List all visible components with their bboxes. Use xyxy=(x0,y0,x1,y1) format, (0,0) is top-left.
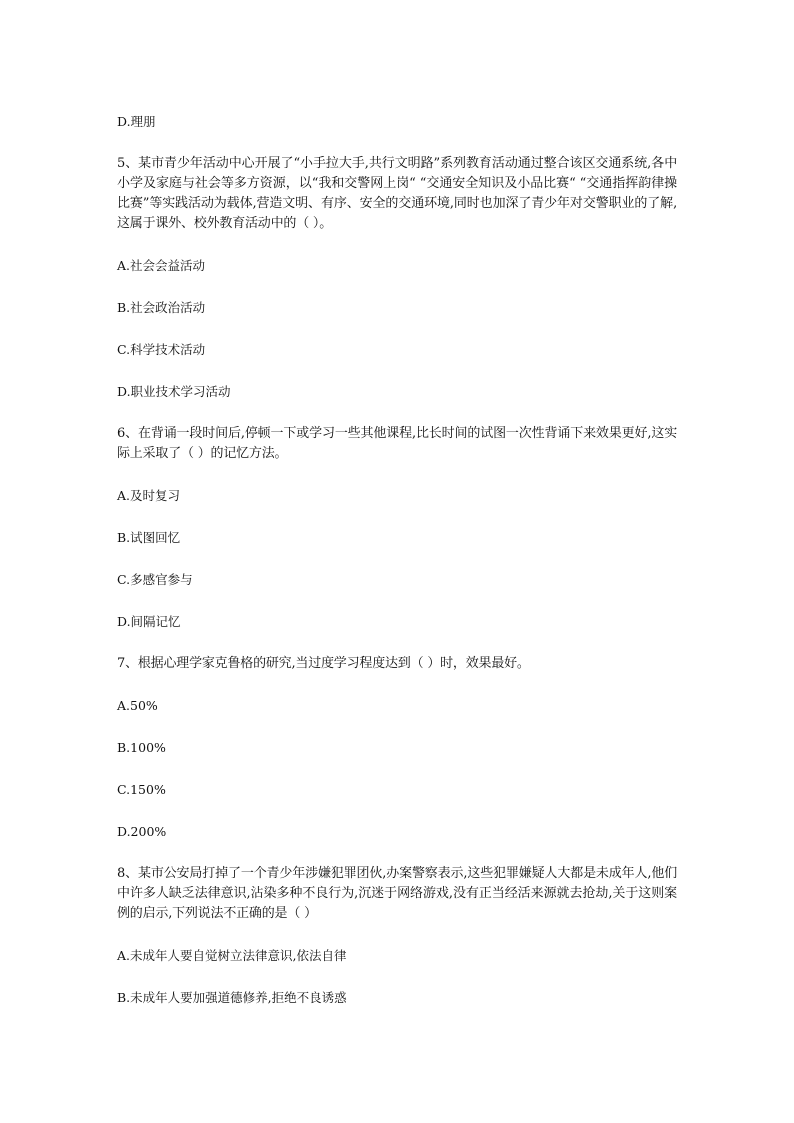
question-6 xyxy=(117,424,677,632)
option-b: B.试图回忆 xyxy=(117,530,181,545)
option-b: B.社会政治活动 xyxy=(117,300,206,315)
question-stem: 5、某市青少年活动中心开展了“小手拉大手,共行文明路”系列教育活动通过整合该区交通系统,各中小学及家庭与社会等多方资源，以“我和交警网上岗“ “交通安全知识及小品比赛“ “交通指挥韵律操比赛”等实践活动为载体,营造文明、有序、安全的交通环境,同时也加深了青少年对交警职业的了解,这属于课外、校外教育活动中的（ ）。 xyxy=(117,156,677,231)
question-stem: 8、某市公安局打掉了一个青少年涉嫌犯罪团伙,办案警察表示,这些犯罪嫌疑人大都是未成年人,他们中许多人缺乏法律意识,沾染多种不良行为,沉迷于网络游戏,没有正当经活来源就去抢劫,关于这则案例的启示,下列说法不正确的是（ ） xyxy=(117,866,677,921)
question-8 xyxy=(117,864,677,1008)
option-d: D.职业技术学习活动 xyxy=(117,384,231,399)
question-7 xyxy=(117,654,677,842)
option-c: C.科学技术活动 xyxy=(117,342,206,357)
option-d: D.间隔记忆 xyxy=(117,614,181,629)
option-c: C.多感官参与 xyxy=(117,572,193,587)
option-d: D.200% xyxy=(117,824,167,839)
document-page xyxy=(117,112,677,1030)
option-a: A.社会会益活动 xyxy=(117,258,206,273)
option-a: A.未成年人要自觉树立法律意识,依法自律 xyxy=(117,948,347,963)
option-a: A.50% xyxy=(117,698,158,713)
option-c: C.150% xyxy=(117,782,166,797)
prev-question-option-d: D.理朋 xyxy=(117,114,156,129)
question-stem: 6、在背诵一段时间后,停顿一下或学习一些其他课程,比长时间的试图一次性背诵下来效果更好,这实际上采取了（ ）的记忆方法。 xyxy=(117,426,677,461)
option-a: A.及时复习 xyxy=(117,488,181,503)
question-stem: 7、根据心理学家克鲁格的研究,当过度学习程度达到（ ）时，效果最好。 xyxy=(117,656,530,671)
option-b: B.100% xyxy=(117,740,166,755)
option-b: B.未成年人要加强道德修养,拒绝不良诱惑 xyxy=(117,990,347,1005)
question-5 xyxy=(117,154,677,402)
